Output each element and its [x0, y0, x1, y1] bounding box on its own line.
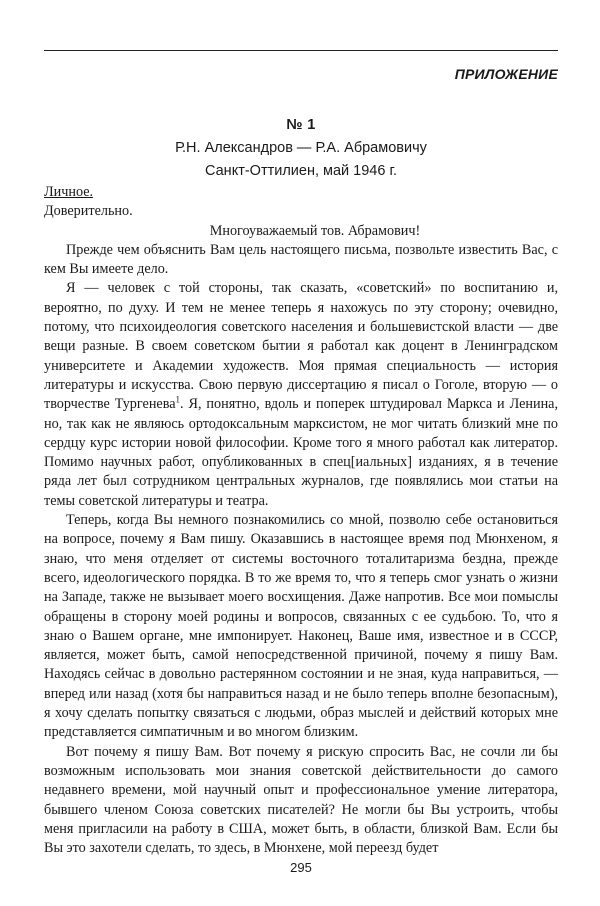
book-page [44, 0, 558, 906]
salutation: Многоуважаемый тов. Абрамович! [209, 222, 421, 239]
page-number: 295 [290, 860, 312, 875]
paragraph-4: Вот почему я пишу Вам. Вот почему я рискую спросить Вас, не сочли ли бы возможным использовать мои знания советской действительности до самого недавнего времени, мой научный опыт и профессиональное умение литератора, бывшего членом Союза советских писателей? Не могли бы Вы устроить, чтобы меня пригласили на работу в США, может быть, в области, близкой Вам. Если бы Вы это захотели сделать, то здесь, в Мюнхене, мой переезд будет [44, 743, 558, 857]
mark-line [44, 183, 558, 202]
header-rule [44, 50, 558, 51]
paragraph-3: Теперь, когда Вы немного познакомились со мной, позволю себе остановиться на вопросе, почему я Вам пишу. Оказавшись в настоящее время под Мюнхеном, я знаю, что меня отделяет от системы восточного тоталитаризма бездна, прежде всего, идеологического порядка. В то же время то, что я теперь смог узнать о жизни на Западе, также не вызывает моего восхищения. Даже напротив. Все мои помыслы обращены в сторону моей родины и вопросов, связанных с ее судьбою. То, что я знаю о Вашем органе, мне импонирует. Наконец, Ваше имя, известное и в СССР, является, может быть, самой непосредственной причиной, почему я пишу Вам. Находясь сейчас в довольно растерянном состоянии и не зная, куда направиться, — вперед или назад (хотя бы направиться назад и не было теперь вполне безопасным), я хочу сделать попытку связаться с людьми, образ мыслей и действий которых мне представляется симпатичным и во многом близким. [44, 512, 558, 741]
mark-confidential: Доверительно. [44, 203, 133, 220]
document-place-date: Санкт-Оттилиен, май 1946 г. [204, 163, 398, 179]
mark-personal: Личное. [44, 184, 94, 200]
running-head: ПРИЛОЖЕНИЕ [454, 66, 558, 82]
footnote-reference: 1 [175, 394, 181, 405]
paragraph-2-text-b: . Я, понятно, вдоль и поперек штудировал Маркса и Ленина, но, так как не являюсь ортодоксальным марксистом, не мог читать близкий мне по сердцу курс истории новой философии. Кроме того я много работал как литератор. Помимо научных работ, опубликованных в спец[иальных] изданиях, я в течение ряда лет был сотрудником центральных журналов, где появлялись мои статьи на темы советской литературы и театра. [44, 396, 559, 509]
document-heading [44, 114, 558, 183]
paragraph-2 [44, 279, 558, 511]
document-number: № 1 [286, 117, 316, 133]
document-parties: Р.Н. Александров — Р.А. Абрамовичу [175, 140, 427, 156]
paragraph-2-text-a: Я — человек с той стороны, так сказать, «советский» по воспитанию и, вероятно, по духу. И тем не менее теперь я нахожусь по эту сторону; очевидно, потому, что психоидеология советского населения и большевистской власти — две вещи разные. В своем советском бытии я работал как доцент в Ленинградском университете и Академии художеств. Моя прямая специальность — история литературы и искусства. Свою первую диссертацию я писал о Гоголе, вторую — о творчестве Тургенева [44, 280, 558, 413]
paragraph-1: Прежде чем объяснить Вам цель настоящего письма, позвольте известить Вас, с кем Вы имеете дело. [44, 241, 558, 278]
letter-body [44, 183, 558, 858]
